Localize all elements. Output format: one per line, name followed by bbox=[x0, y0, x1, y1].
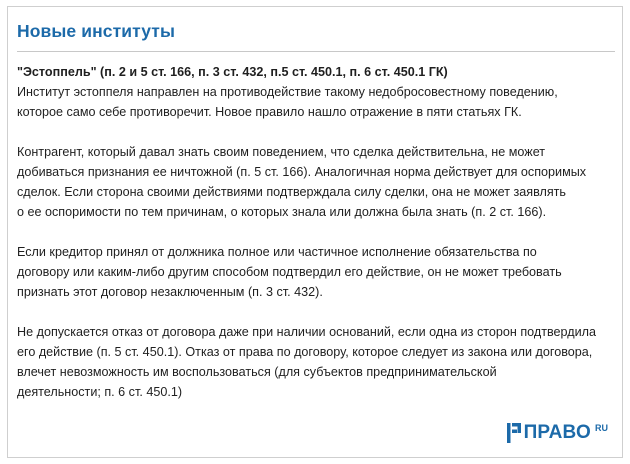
text-line: о ее оспоримости по тем причинам, о которых знала или должна была знать (п. 2 ст. 166). bbox=[17, 205, 547, 219]
pravo-logo-icon bbox=[507, 423, 521, 443]
infographic-card bbox=[7, 6, 623, 458]
text-line: которое само себе противоречит. Новое правило нашло отражение в пяти статьях ГК. bbox=[17, 105, 522, 119]
text-line: договору или каким-либо другим способом подтвердил его действие, он не может требовать bbox=[17, 265, 562, 279]
paragraph-gap bbox=[17, 122, 617, 142]
text-line: добиваться признания ее ничтожной (п. 5 ст. 166). Аналогичная норма действует для оспоримых bbox=[17, 165, 587, 179]
text-line: Контрагент, который давал знать своим поведением, что сделка действительна, не может bbox=[17, 145, 546, 159]
text-line: деятельности; п. 6 ст. 450.1) bbox=[17, 385, 183, 399]
text-line: сделок. Если сторона своими действиями подтверждала силу сделки, она не может заявлять bbox=[17, 185, 566, 199]
card-body bbox=[17, 62, 617, 402]
paragraph-gap bbox=[17, 222, 617, 242]
pravo-logo bbox=[507, 423, 608, 443]
card-title: Новые институты bbox=[17, 21, 175, 41]
text-line: влечет невозможность им воспользоваться (для субъектов предпринимательской bbox=[17, 365, 497, 379]
text-line: признать этот договор незаключенным (п. 3 ст. 432). bbox=[17, 285, 323, 299]
text-line: Если кредитор принял от должника полное или частичное исполнение обязательства по bbox=[17, 245, 537, 259]
title-divider bbox=[17, 51, 615, 52]
logo-domain-suffix: RU bbox=[595, 423, 608, 433]
logo-wordmark: ПРАВО bbox=[523, 422, 591, 443]
paragraph-gap bbox=[17, 302, 617, 322]
text-line: Не допускается отказ от договора даже при наличии оснований, если одна из сторон подтвердила bbox=[17, 325, 597, 339]
text-line: его действие (п. 5 ст. 450.1). Отказ от права по договору, которое следует из закона или договора, bbox=[17, 345, 593, 359]
section-heading-estoppel: "Эстоппель" (п. 2 и 5 ст. 166, п. 3 ст. 432, п.5 ст. 450.1, п. 6 ст. 450.1 ГК) bbox=[17, 65, 448, 79]
text-line: Институт эстоппеля направлен на противодействие такому недобросовестному поведению, bbox=[17, 85, 558, 99]
